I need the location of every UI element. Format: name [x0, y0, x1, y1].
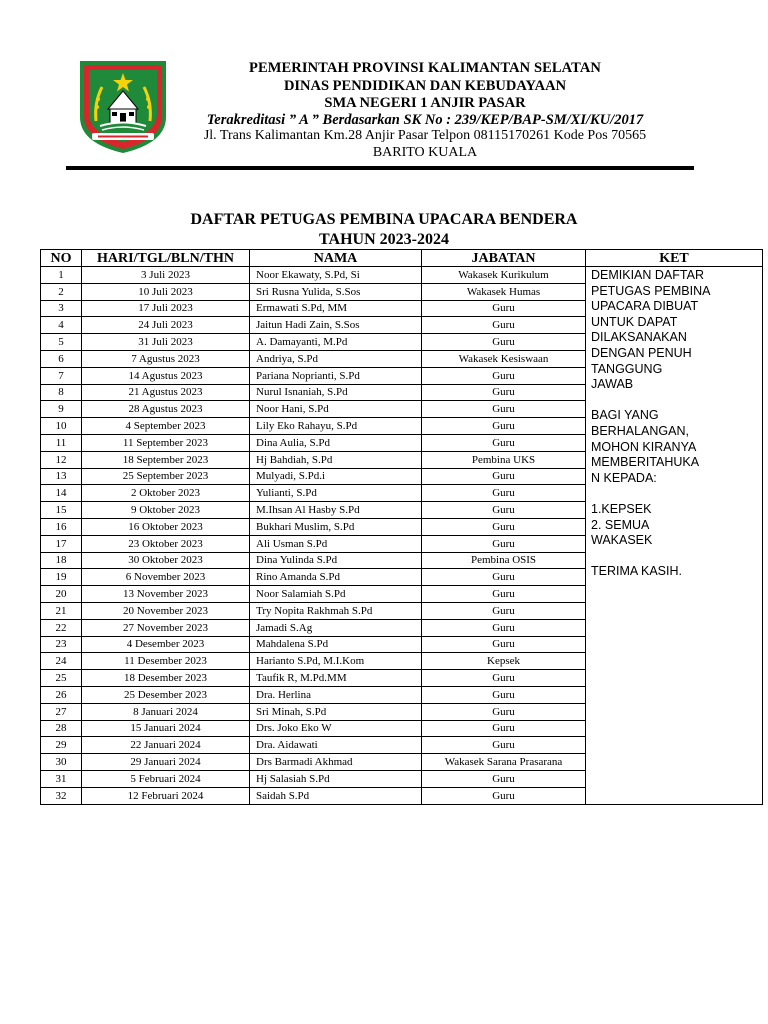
- row-position: Guru: [422, 619, 586, 636]
- ket-line: UNTUK DAPAT: [591, 314, 678, 329]
- ket-line: DILAKSANAKAN: [591, 330, 687, 345]
- row-no: 8: [41, 384, 82, 401]
- row-no: 21: [41, 602, 82, 619]
- row-position: Guru: [422, 485, 586, 502]
- table-row: [41, 267, 763, 284]
- row-no: 6: [41, 350, 82, 367]
- row-position: Guru: [422, 670, 586, 687]
- row-name: Mulyadi, S.Pd.i: [250, 468, 422, 485]
- row-name: Bukhari Muslim, S.Pd: [250, 518, 422, 535]
- row-no: 30: [41, 754, 82, 771]
- row-date: 2 Oktober 2023: [82, 485, 250, 502]
- row-no: 18: [41, 552, 82, 569]
- row-no: 23: [41, 636, 82, 653]
- row-date: 13 November 2023: [82, 586, 250, 603]
- row-date: 10 Juli 2023: [82, 283, 250, 300]
- row-date: 25 September 2023: [82, 468, 250, 485]
- ket-notes-cell: [586, 267, 763, 805]
- row-date: 5 Februari 2024: [82, 770, 250, 787]
- row-name: Harianto S.Pd, M.I.Kom: [250, 653, 422, 670]
- ket-line: PETUGAS PEMBINA: [591, 283, 711, 298]
- row-no: 28: [41, 720, 82, 737]
- ket-notes: [586, 267, 762, 580]
- row-name: Ermawati S.Pd, MM: [250, 300, 422, 317]
- ket-line: 1.KEPSEK: [591, 501, 652, 516]
- row-date: 30 Oktober 2023: [82, 552, 250, 569]
- row-position: Guru: [422, 569, 586, 586]
- document-title: DAFTAR PETUGAS PEMBINA UPACARA BENDERA: [190, 211, 578, 228]
- row-position: Wakasek Kesiswaan: [422, 350, 586, 367]
- row-position: Guru: [422, 602, 586, 619]
- row-date: 16 Oktober 2023: [82, 518, 250, 535]
- row-no: 13: [41, 468, 82, 485]
- row-no: 12: [41, 451, 82, 468]
- letterhead-divider: [66, 166, 694, 170]
- ket-line: MOHON KIRANYA: [591, 439, 697, 454]
- row-date: 27 November 2023: [82, 619, 250, 636]
- row-date: 3 Juli 2023: [82, 267, 250, 284]
- ket-line: JAWAB: [591, 377, 634, 392]
- row-no: 10: [41, 418, 82, 435]
- row-date: 14 Agustus 2023: [82, 367, 250, 384]
- row-name: Sri Rusna Yulida, S.Sos: [250, 283, 422, 300]
- row-name: Try Nopita Rakhmah S.Pd: [250, 602, 422, 619]
- row-date: 18 September 2023: [82, 451, 250, 468]
- row-position: Wakasek Humas: [422, 283, 586, 300]
- row-name: Pariana Noprianti, S.Pd: [250, 367, 422, 384]
- row-no: 1: [41, 267, 82, 284]
- row-no: 5: [41, 334, 82, 351]
- row-no: 15: [41, 502, 82, 519]
- header-no: NO: [41, 250, 82, 267]
- row-no: 16: [41, 518, 82, 535]
- ket-line: TERIMA KASIH.: [591, 564, 682, 579]
- row-date: 29 Januari 2024: [82, 754, 250, 771]
- row-position: Guru: [422, 586, 586, 603]
- header-ket: KET: [586, 250, 763, 267]
- letterhead-address: Jl. Trans Kalimantan Km.28 Anjir Pasar Telpon 08115170261 Kode Pos 70565: [203, 128, 647, 143]
- ket-line: [591, 393, 762, 409]
- row-position: Guru: [422, 468, 586, 485]
- letterhead-department: DINAS PENDIDIKAN DAN KEBUDAYAAN: [283, 78, 567, 94]
- row-position: Guru: [422, 418, 586, 435]
- row-no: 19: [41, 569, 82, 586]
- row-name: Nurul Isnaniah, S.Pd: [250, 384, 422, 401]
- header-date: HARI/TGL/BLN/THN: [82, 250, 250, 267]
- row-name: Dra. Herlina: [250, 686, 422, 703]
- row-position: Wakasek Sarana Prasarana: [422, 754, 586, 771]
- row-date: 11 Desember 2023: [82, 653, 250, 670]
- row-date: 12 Februari 2024: [82, 787, 250, 804]
- row-position: Guru: [422, 300, 586, 317]
- row-name: Jaitun Hadi Zain, S.Sos: [250, 317, 422, 334]
- row-name: Dina Yulinda S.Pd: [250, 552, 422, 569]
- row-position: Guru: [422, 401, 586, 418]
- ket-line: BAGI YANG: [591, 408, 659, 423]
- row-name: Noor Hani, S.Pd: [250, 401, 422, 418]
- row-name: Andriya, S.Pd: [250, 350, 422, 367]
- letterhead-regency: BARITO KUALA: [372, 145, 478, 160]
- row-position: Guru: [422, 703, 586, 720]
- row-name: Noor Salamiah S.Pd: [250, 586, 422, 603]
- row-position: Guru: [422, 502, 586, 519]
- header-name: NAMA: [250, 250, 422, 267]
- row-position: Guru: [422, 770, 586, 787]
- ket-line: DENGAN PENUH: [591, 345, 692, 360]
- row-date: 4 Desember 2023: [82, 636, 250, 653]
- row-name: Ali Usman S.Pd: [250, 535, 422, 552]
- row-position: Guru: [422, 434, 586, 451]
- row-no: 24: [41, 653, 82, 670]
- row-date: 9 Oktober 2023: [82, 502, 250, 519]
- roster-table: [40, 249, 763, 805]
- row-position: Guru: [422, 787, 586, 804]
- row-position: Guru: [422, 367, 586, 384]
- row-position: Guru: [422, 636, 586, 653]
- row-name: Sri Minah, S.Pd: [250, 703, 422, 720]
- ket-line: MEMBERITAHUKA: [591, 455, 700, 470]
- ket-line: [591, 549, 762, 565]
- ket-line: BERHALANGAN,: [591, 423, 689, 438]
- row-no: 9: [41, 401, 82, 418]
- row-no: 3: [41, 300, 82, 317]
- row-date: 25 Desember 2023: [82, 686, 250, 703]
- row-date: 31 Juli 2023: [82, 334, 250, 351]
- roster-body: [41, 267, 763, 805]
- row-date: 6 November 2023: [82, 569, 250, 586]
- ket-line: WAKASEK: [591, 533, 653, 548]
- row-name: Mahdalena S.Pd: [250, 636, 422, 653]
- letterhead-government: PEMERINTAH PROVINSI KALIMANTAN SELATAN: [249, 60, 601, 76]
- document-year: TAHUN 2023-2024: [319, 231, 449, 248]
- row-no: 14: [41, 485, 82, 502]
- row-name: M.Ihsan Al Hasby S.Pd: [250, 502, 422, 519]
- row-name: Drs. Joko Eko W: [250, 720, 422, 737]
- table-header-row: [41, 250, 763, 267]
- row-no: 31: [41, 770, 82, 787]
- row-no: 27: [41, 703, 82, 720]
- row-position: Guru: [422, 518, 586, 535]
- ket-line: DEMIKIAN DAFTAR: [591, 268, 704, 282]
- row-position: Guru: [422, 720, 586, 737]
- row-position: Kepsek: [422, 653, 586, 670]
- barito-kuala-crest-icon: [78, 59, 168, 155]
- row-date: 28 Agustus 2023: [82, 401, 250, 418]
- row-date: 20 November 2023: [82, 602, 250, 619]
- row-name: Drs Barmadi Akhmad: [250, 754, 422, 771]
- row-date: 15 Januari 2024: [82, 720, 250, 737]
- row-date: 18 Desember 2023: [82, 670, 250, 687]
- row-date: 11 September 2023: [82, 434, 250, 451]
- row-position: Guru: [422, 384, 586, 401]
- row-no: 11: [41, 434, 82, 451]
- row-no: 22: [41, 619, 82, 636]
- row-no: 2: [41, 283, 82, 300]
- row-date: 8 Januari 2024: [82, 703, 250, 720]
- row-name: A. Damayanti, M.Pd: [250, 334, 422, 351]
- row-position: Wakasek Kurikulum: [422, 267, 586, 284]
- row-name: Saidah S.Pd: [250, 787, 422, 804]
- row-date: 22 Januari 2024: [82, 737, 250, 754]
- row-no: 20: [41, 586, 82, 603]
- row-name: Hj Salasiah S.Pd: [250, 770, 422, 787]
- ket-line: TANGGUNG: [591, 361, 663, 376]
- letterhead-accreditation: Terakreditasi ” A ” Berdasarkan SK No : 239/KEP/BAP-SM/XI/KU/2017: [206, 112, 644, 128]
- ket-line: UPACARA DIBUAT: [591, 299, 699, 314]
- row-date: 23 Oktober 2023: [82, 535, 250, 552]
- row-date: 17 Juli 2023: [82, 300, 250, 317]
- row-name: Yulianti, S.Pd: [250, 485, 422, 502]
- row-position: Guru: [422, 334, 586, 351]
- row-name: Jamadi S.Ag: [250, 619, 422, 636]
- row-no: 32: [41, 787, 82, 804]
- row-position: Pembina OSIS: [422, 552, 586, 569]
- row-name: Hj Bahdiah, S.Pd: [250, 451, 422, 468]
- row-position: Pembina UKS: [422, 451, 586, 468]
- row-no: 25: [41, 670, 82, 687]
- header-position: JABATAN: [422, 250, 586, 267]
- row-position: Guru: [422, 535, 586, 552]
- row-name: Dina Aulia, S.Pd: [250, 434, 422, 451]
- ket-line: [591, 486, 762, 502]
- row-no: 7: [41, 367, 82, 384]
- ket-line: N KEPADA:: [591, 470, 657, 485]
- row-no: 26: [41, 686, 82, 703]
- row-date: 4 September 2023: [82, 418, 250, 435]
- row-no: 17: [41, 535, 82, 552]
- row-name: Lily Eko Rahayu, S.Pd: [250, 418, 422, 435]
- row-name: Rino Amanda S.Pd: [250, 569, 422, 586]
- row-name: Noor Ekawaty, S.Pd, Si: [250, 267, 422, 284]
- letterhead-school: SMA NEGERI 1 ANJIR PASAR: [324, 95, 526, 111]
- ket-line: 2. SEMUA: [591, 517, 650, 532]
- row-name: Dra. Aidawati: [250, 737, 422, 754]
- row-position: Guru: [422, 737, 586, 754]
- row-name: Taufik R, M.Pd.MM: [250, 670, 422, 687]
- row-date: 24 Juli 2023: [82, 317, 250, 334]
- row-no: 29: [41, 737, 82, 754]
- row-no: 4: [41, 317, 82, 334]
- row-position: Guru: [422, 317, 586, 334]
- row-date: 7 Agustus 2023: [82, 350, 250, 367]
- row-position: Guru: [422, 686, 586, 703]
- row-date: 21 Agustus 2023: [82, 384, 250, 401]
